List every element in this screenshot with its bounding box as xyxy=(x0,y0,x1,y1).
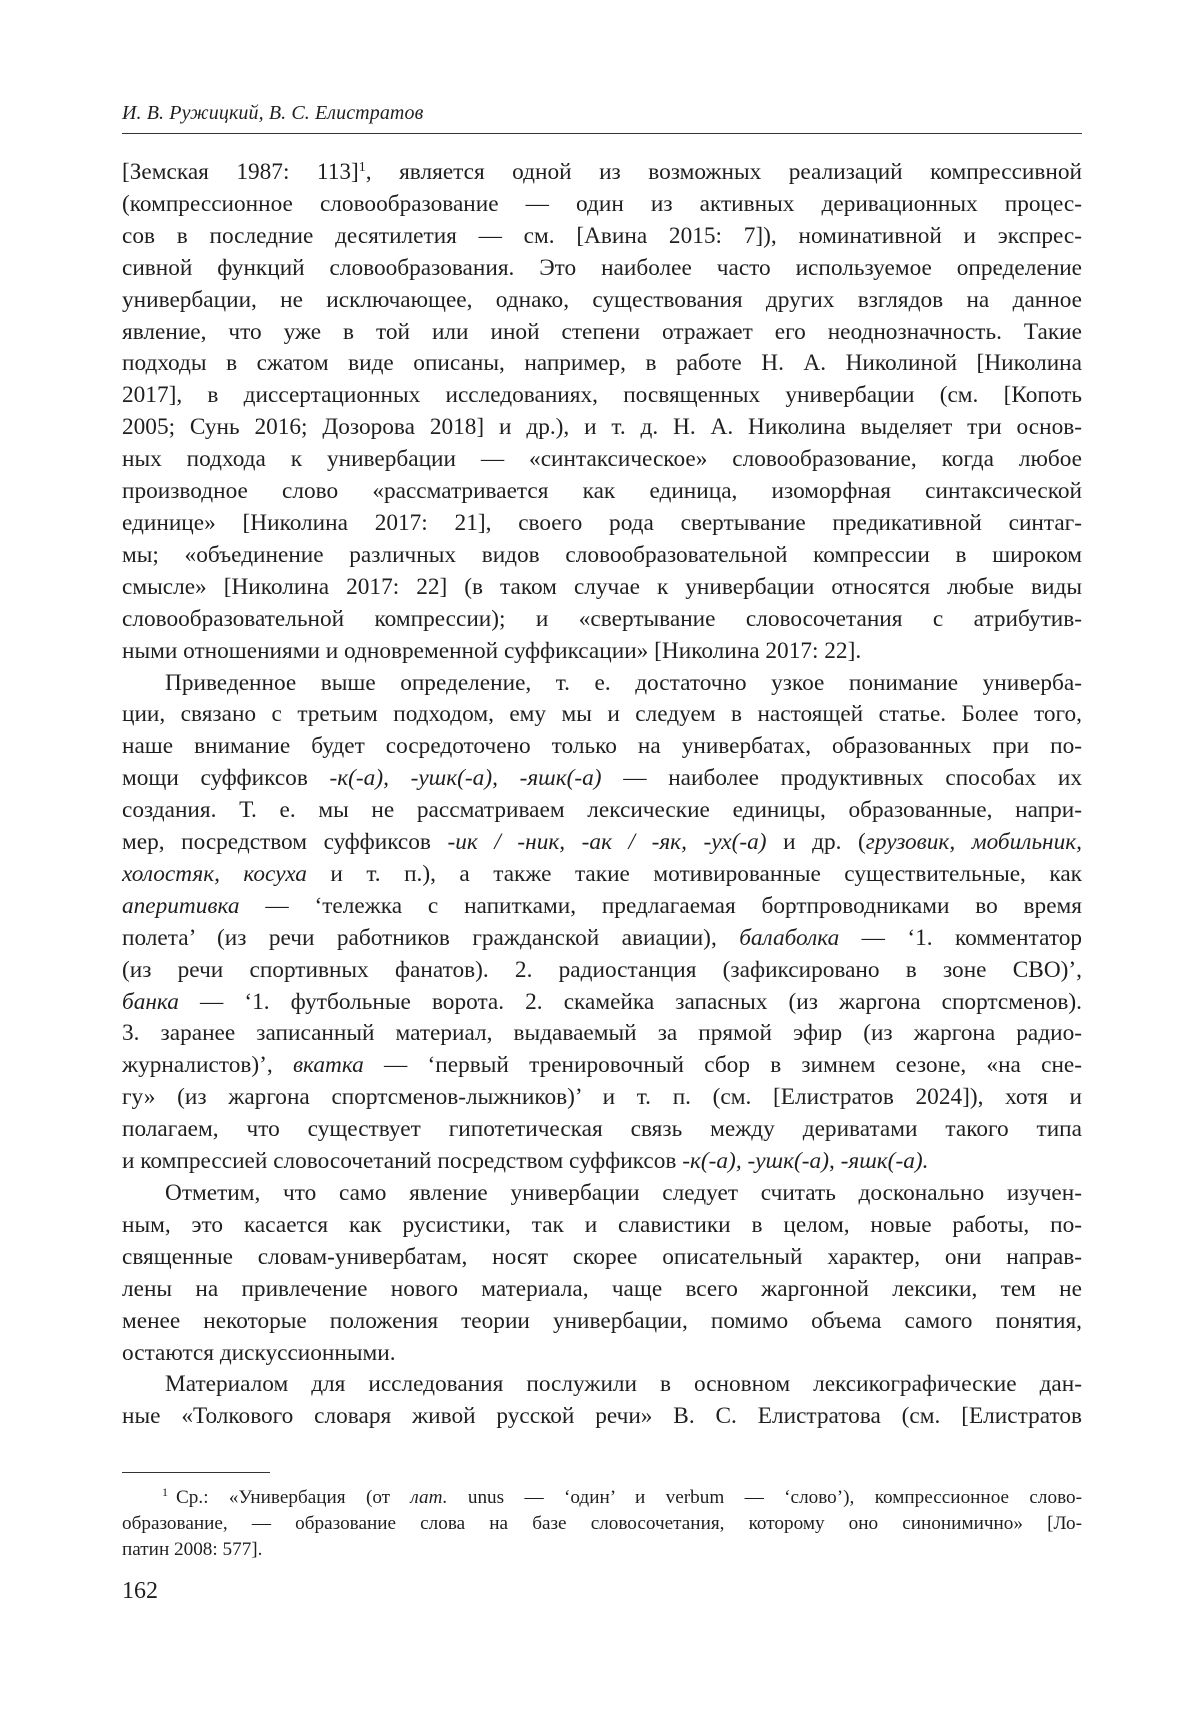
text-line: создания. Т. е. мы не рассматриваем лексические единицы, образованные, напри- xyxy=(122,797,1082,824)
text-line: ных подхода к универбации — «синтаксическое» словообразование, когда любое xyxy=(122,446,1082,473)
text-line: подходы в сжатом виде описаны, например, в работе Н. А. Николиной [Николина xyxy=(122,350,1082,377)
text-line: 3. заранее записанный материал, выдаваемый за прямой эфир (из жаргона радио- xyxy=(122,1020,1082,1047)
text-line: производное слово «рассматривается как единица, изоморфная синтаксической xyxy=(122,478,1082,505)
example-term: вкатка xyxy=(292,1052,364,1079)
text-line: и компрессией словосочетаний посредством суффиксов -к(-а), -ушк(-а), -яшк(-а). xyxy=(122,1148,929,1175)
text-line: 2017], в диссертационных исследованиях, посвященных универбации (см. [Копоть xyxy=(122,382,1082,409)
paragraph-3 xyxy=(122,1178,1082,1369)
text-line: ции, связано с третьим подходом, ему мы и следуем в настоящей статье. Более того, xyxy=(122,701,1082,728)
paragraph-4 xyxy=(122,1369,1082,1433)
page-number: 162 xyxy=(122,1578,158,1604)
text-line: полагаем, что существует гипотетическая связь между дериватами такого типа xyxy=(122,1116,1082,1143)
text-line: аперитивка — ‘тележка с напитками, предлагаемая бортпроводниками во время xyxy=(122,892,1082,919)
text-line: 2005; Сунь 2016; Дозорова 2018] и др.), и т. д. Н. А. Николина выделяет три основ- xyxy=(122,414,1082,441)
text-line: мощи суффиксов -к(-а), -ушк(-а), -яшк(-а) — наиболее продуктивных способах их xyxy=(122,765,1083,792)
suffix-term: -ик / -ник, -ак / -як, -ух(-а) xyxy=(447,829,767,856)
suffix-term: -к(-а), -ушк(-а), -яшк(-а) xyxy=(329,765,602,792)
text-line: ным, это касается как русистики, так и славистики в целом, новые работы, по- xyxy=(122,1211,1082,1238)
body-text xyxy=(122,157,1082,1433)
text-line: явление, что уже в той или иной степени отражает его неоднозначность. Такие xyxy=(122,318,1082,345)
abbreviation: лат. xyxy=(410,1487,448,1508)
example-term: холостяк, косуха xyxy=(122,860,307,887)
footnote xyxy=(122,1485,1082,1563)
text-line: холостяк, косуха и т. п.), а также такие мотивированные существительные, как xyxy=(122,860,1082,887)
text-line: лены на привлечение нового материала, чаще всего жаргонной лексики, тем не xyxy=(122,1275,1082,1302)
example-term: грузовик, мобильник, xyxy=(865,829,1082,856)
text-line: наше внимание будет сосредоточено только на универбатах, образованных при по- xyxy=(122,733,1082,760)
text-line: мы; «объединение различных видов словообразовательной компрессии в широком xyxy=(122,541,1082,568)
text-line: остаются дискуссионными. xyxy=(122,1339,396,1366)
text-line: (из речи спортивных фанатов). 2. радиостанция (зафиксировано в зоне СВО)’, xyxy=(122,956,1082,983)
text-line: сов в последние десятилетия — см. [Авина 2015: 7]), номинативной и экспрес- xyxy=(122,222,1082,249)
footnote-rule xyxy=(122,1472,270,1473)
text-line: Материалом для исследования послужили в основном лексикографические дан- xyxy=(165,1371,1082,1398)
example-term: балаболка xyxy=(739,924,840,951)
footnote-line: патин 2008: 577]. xyxy=(122,1539,263,1560)
footnote-line: $^1$ Ср.: «Универбация (от лат. unus — ‘один’ и verbum — ‘слово’), компрессионное слово- xyxy=(162,1485,1082,1508)
footnote-line: образование, — образование слова на базе словосочетания, которому оно синонимично» [Ло- xyxy=(122,1513,1082,1534)
text-line: единице» [Николина 2017: 21], своего рода свертывание предикативной синтаг- xyxy=(122,509,1082,536)
text-line: Приведенное выше определение, т. е. достаточно узкое понимание универба- xyxy=(165,669,1082,696)
text-line: смысле» [Николина 2017: 22] (в таком случае к универбации относятся любые виды xyxy=(122,573,1082,600)
text-line: сивной функций словообразования. Это наиболее часто используемое определение xyxy=(122,254,1082,281)
paragraph-2 xyxy=(122,668,1082,1179)
header-rule xyxy=(122,133,1082,134)
paragraph-1 xyxy=(122,157,1082,668)
text-line: ными отношениями и одновременной суффиксации» [Николина 2017: 22]. xyxy=(122,637,862,664)
text-line: журналистов)’, вкатка — ‘первый тренировочный сбор в зимнем сезоне, «на сне- xyxy=(122,1052,1083,1079)
suffix-term: -к(-а), -ушк(-а), -яшк(-а). xyxy=(682,1148,929,1175)
text-line: Отметим, что само явление универбации следует считать досконально изучен- xyxy=(165,1180,1082,1206)
text-line: [Земская 1987: 113]$^1$, является одной из возможных реализаций компрессивной xyxy=(122,159,1082,185)
example-term: аперитивка xyxy=(122,892,240,919)
footnote-marker: 1 xyxy=(162,1485,168,1499)
text-line: словообразовательной компрессии); и «свертывание словосочетания с атрибутив- xyxy=(122,605,1082,632)
footnote-ref[interactable]: 1 xyxy=(358,160,366,175)
text-line: ные «Толкового словаря живой русской речи» В. С. Елистратова (см. [Елистратов xyxy=(122,1403,1082,1430)
text-line: менее некоторые положения теории универбации, помимо объема самого понятия, xyxy=(122,1307,1082,1334)
text-line: универбации, не исключающее, однако, существования других взглядов на данное xyxy=(122,286,1082,313)
text-line: священные словам-универбатам, носят скорее описательный характер, они направ- xyxy=(122,1243,1082,1270)
text-line: гу» (из жаргона спортсменов-лыжников)’ и т. п. (см. [Елистратов 2024]), хотя и xyxy=(122,1084,1082,1111)
text-line: мер, посредством суффиксов -ик / -ник, -ак / -як, -ух(-а) и др. (грузовик, мобильник, xyxy=(122,829,1082,856)
running-head-authors: И. В. Ружицкий, В. С. Елистратов xyxy=(122,102,424,124)
text-line: полета’ (из речи работников гражданской авиации), балаболка — ‘1. комментатор xyxy=(122,924,1083,951)
example-term: банка xyxy=(122,988,179,1015)
text-line: (компрессионное словообразование — один из активных деривационных процес- xyxy=(122,190,1082,217)
text-line: банка — ‘1. футбольные ворота. 2. скамейка запасных (из жаргона спортсменов). xyxy=(122,988,1082,1015)
